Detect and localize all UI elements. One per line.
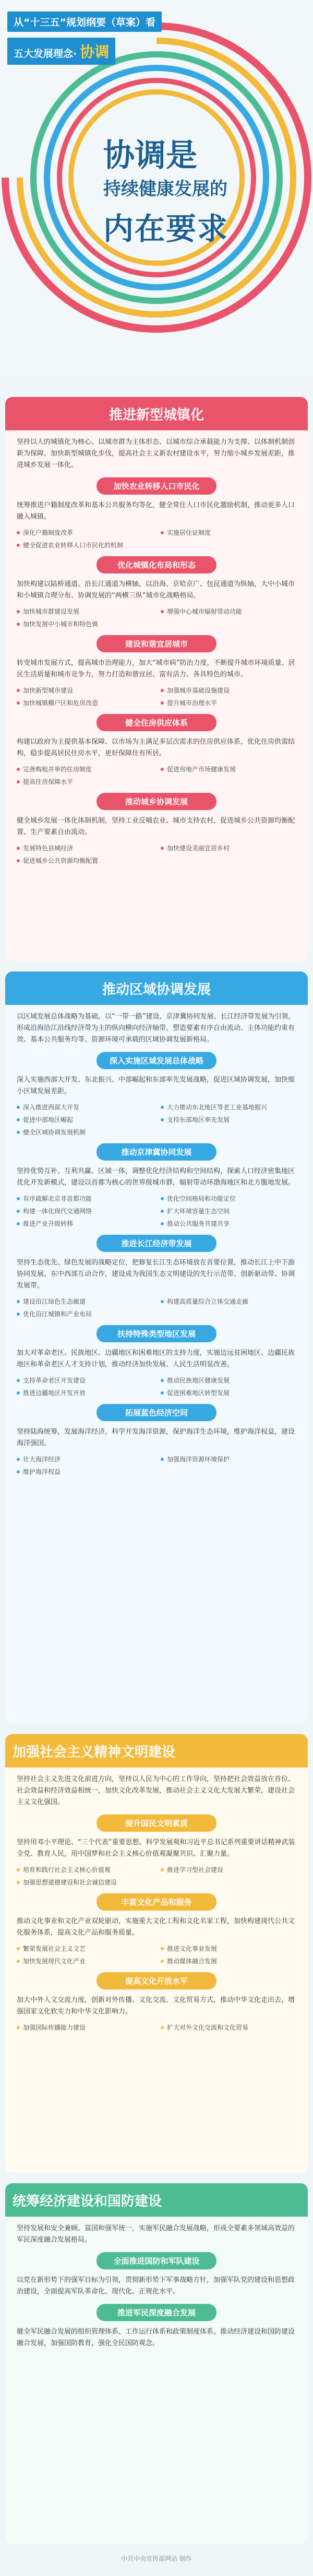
section-title: 加强社会主义精神文明建设 [5,1734,308,1767]
bullet-list [17,1944,296,1966]
section-title: 推进新型城镇化 [5,397,308,430]
bullet-item: 加强海洋资源环境保护 [161,1455,296,1464]
subsection-heading: 推动京津冀协同发展 [97,1143,216,1161]
bullet-item: 推进边疆地区开发开放 [17,1388,152,1398]
bullet-list [17,686,296,708]
section-card [5,971,308,1724]
section-intro: 以区域发展总体战略为基础，以“一带一路”建设、京津冀协同发展、长江经济带发展为引领，形成沿海沿江沿线经济带为主的纵向横向经济轴带，塑造要素有序自由流动、主体功能约束有效、基本公共服务均等、资源环境可承载的区域协调发展新格局。 [17,1013,295,1044]
bullet-item: 实施居住证制度 [161,528,296,537]
section-title: 推动区域协调发展 [5,971,308,1005]
hero-line-3: 内在要求 [103,211,229,247]
bullet-item: 构建高质量综合立体交通走廊 [161,1297,296,1306]
bullet-item: 深入推进西部大开发 [17,1103,152,1112]
bullet-item: 加快新型城市建设 [17,686,152,695]
subsection-heading: 推进军民深度融合发展 [97,2304,216,2321]
bullet-list [17,607,296,629]
subsection-heading: 优化城镇化布局和形态 [97,556,216,573]
bullet-item: 支持革命老区开发建设 [17,1376,152,1385]
subsection-text: 坚持优势互补、互利共赢、区域一体，调整优化经济结构和空间结构，探索人口经济密集地区优化开发新模式，建设以首都为核心的世界级城市群，辐射带动环渤海地区和北方腹地发展。 [17,1167,295,1187]
bullet-item: 深化户籍制度改革 [17,528,152,537]
section-body [5,1005,308,1491]
bullet-item: 推进产业升级转移 [17,1219,152,1228]
bullet-item: 健全促进农业转移人口市民化的机制 [17,541,152,550]
bullet-item: 推动民族地区健康发展 [161,1376,296,1385]
hero-line-1: 协调是 [103,137,197,174]
section-intro: 坚持以人的城镇化为核心、以城市群为主体形态、以城市综合承载能力为支撑、以体制机制创新为保障，加快新型城镇化步伐，提高社会主义新农村建设水平，努力缩小城乡发展差距，推进城乡发展一体化。 [17,438,295,469]
bullet-item: 推进学习型社会建设 [161,1865,296,1875]
bullet-item: 加强城市基础设施建设 [161,686,296,695]
bullet-item: 完善购租并举的住房制度 [17,765,152,774]
theme-highlight: 协调 [80,43,110,61]
section-intro: 坚持发展和安全兼顾、富国和强军统一，实施军民融合发展战略，形成全要素多领域高效益的军民深度融合发展格局。 [17,2224,295,2244]
section-intro: 坚持社会主义先进文化前进方向，坚持以人民为中心的工作导向，坚持把社会效益放在首位、社会效益和经济效益相统一，加快文化改革发展，推动社会主义文化大发展大繁荣，建设社会主义文化强国。 [17,1775,295,1806]
header [0,0,313,376]
bullet-item: 壮大海洋经济 [17,1455,152,1464]
section-card [5,1734,308,2173]
section-body [5,1767,308,2047]
subsection-heading: 推动城乡协调发展 [97,793,216,810]
bullet-item: 促进城乡公共资源均衡配置 [17,856,152,865]
bullet-item: 繁荣发展社会主义文艺 [17,1944,152,1953]
hero-title [103,137,291,248]
bullet-item: 提升城市治理水平 [161,698,296,708]
subsection-text: 深入实施西部大开发、东北振兴、中部崛起和东部率先发展战略，促进区域协调发展，加快缩小区域发展差距。 [17,1076,295,1095]
subsection-heading: 建设和谐宜居城市 [97,635,216,652]
bullet-item: 加强国际传播能力建设 [17,2023,152,2032]
bullet-item: 加快发展现代文化产业 [17,1957,152,1966]
section-title: 统筹经济建设和国防建设 [5,2183,308,2217]
bullet-item: 优化沿江城镇和产业布局 [17,1309,152,1319]
bullet-item: 维护海洋权益 [17,1467,152,1477]
section-card [5,2183,308,2544]
bullet-item: 推动公共服务共建共享 [161,1219,296,1228]
bullet-item: 扩大对外文化交流和文化贸易 [161,2023,296,2032]
bullet-item: 加快城镇棚户区和危房改造 [17,698,152,708]
bullet-item: 促进中部地区崛起 [17,1115,152,1125]
bullet-list [17,1865,296,1887]
subsection-heading: 提升国民文明素质 [97,1814,216,1832]
subsection-text: 统筹推进户籍制度改革和基本公共服务均等化，健全常住人口市民化激励机制，推动更多人口融入城镇。 [17,501,295,521]
bullet-item: 提高住房保障水平 [17,777,152,787]
subsection-heading: 加快农业转移人口市民化 [97,477,216,495]
subsection-text: 健全城乡发展一体化体制机制，坚持工业反哺农业、城市支持农村，促进城乡公共资源均衡配置、生产要素自由流动。 [17,817,295,836]
subsection-heading: 推进长江经济带发展 [97,1235,216,1252]
subsection-heading: 扶持特殊类型地区发展 [97,1325,216,1342]
subsection-text: 加大对革命老区、民族地区、边疆地区和困难地区的支持力度，实施边远贫困地区、边疆民族地区和革命老区人才支持计划，推动经济加快发展、人民生活明显改善。 [17,1349,295,1368]
subsection-heading: 深入实施区域发展总体战略 [97,1052,216,1069]
bullet-list [17,1194,296,1228]
subsection-heading: 健全住房供应体系 [97,714,216,731]
section-body [5,430,308,880]
bullet-item: 促进房地产市场健康发展 [161,765,296,774]
subsection-text: 坚持用邓小平理论、“三个代表”重要思想、科学发展观和习近平总书记系列重要讲话精神武装全党、教育人民，用中国梦和社会主义核心价值观凝聚共识、汇聚力量。 [17,1839,295,1858]
subsection-text: 推动文化事业和文化产业双轮驱动，实施重大文化工程和文化名家工程，加快构建现代公共文化服务体系，提高文化产品和服务质量。 [17,1917,295,1937]
bullet-item: 构建一体化现代交通网络 [17,1207,152,1216]
subsection-text: 加快构建以陆桥通道、沿长江通道为横轴，以沿海、京哈京广、包昆通道为纵轴，大中小城市和小城镇合理分布、协调发展的“两横三纵”城市化战略格局。 [17,580,295,600]
bullet-item: 加强思想道德建设和社会诚信建设 [17,1878,152,1887]
bullet-item: 促进困难地区转型发展 [161,1388,296,1398]
subtitle-tag: 从“十三五”规划纲要（草案）看 [7,11,162,32]
bullet-item: 加快建设美丽宜居乡村 [161,844,296,853]
subsection-heading: 丰富文化产品和服务 [97,1893,216,1911]
bullet-item: 支持东部地区率先发展 [161,1115,296,1125]
subsection-text: 转变城市发展方式，提高城市治理能力，加大“城市病”防治力度，不断提升城市环境质量、居民生活质量和城市竞争力，努力打造和谐宜居、富有活力、各具特色的城市。 [17,659,295,678]
bullet-list [17,844,296,865]
subsection-heading: 拓展蓝色经济空间 [97,1404,216,1421]
bullet-list [17,765,296,787]
subsection-text: 构建以政府为主提供基本保障、以市场为主满足多层次需求的住房供应体系，优化住房供需结构，稳步提高居民住房水平，更好保障住有所居。 [17,738,295,757]
footer-credit: 中共中央宣传部网站 制作 [121,2555,192,2562]
bullet-item: 培育和践行社会主义核心价值观 [17,1865,152,1875]
bullet-item: 扩大环境容量生态空间 [161,1207,296,1216]
subsection-text: 加大中外人文交流力度，创新对外传播、文化交流、文化贸易方式，推动中华文化走出去，增强国家文化软实力和中华文化影响力。 [17,1996,295,2016]
bullet-item: 推进文化事业发展 [161,1944,296,1953]
bullet-item: 加快发展中小城市和特色镇 [17,619,152,629]
subsection-heading: 全面推进国防和军队建设 [97,2252,216,2269]
bullet-list [17,1297,296,1319]
subsection-text: 坚持生态优先、绿色发展的战略定位，把修复长江生态环境放在首要位置，推动长江上中下游协同发展、东中西部互动合作，建设成为我国生态文明建设的先行示范带、创新驱动带、协调发展带。 [17,1259,295,1290]
section-card [5,397,308,961]
bullet-item: 健全区域协调发展机制 [17,1128,152,1137]
bullet-item: 优化空间格局和功能定位 [161,1194,296,1203]
bullet-item: 推动媒体融合发展 [161,1957,296,1966]
bullet-item: 大力推动东北地区等老工业基地振兴 [161,1103,296,1112]
subsection-text: 坚持陆海统筹，发展海洋经济，科学开发海洋资源，保护海洋生态环境，维护海洋权益，建设海洋强国。 [17,1428,295,1447]
section-body [5,2217,308,2363]
bullet-item: 增强中心城市辐射带动功能 [161,607,296,616]
bullet-item: 有序疏解北京非首都功能 [17,1194,152,1203]
bullet-list [17,528,296,550]
bullet-list [17,1455,296,1477]
bullet-list [17,1376,296,1398]
subsection-text: 健全军民融合发展的组织管理体系、工作运行体系和政策制度体系。推动经济建设和国防建设融合发展，加强国防教育，强化全民国防观念。 [17,2328,295,2347]
bullet-list [17,2023,296,2032]
subsection-text: 以党在新形势下的强军目标为引领，贯彻新形势下军事战略方针，加强军队党的建设和思想政治建设，全面提高军队革命化、现代化、正规化水平。 [17,2276,295,2296]
subsection-heading: 提高文化开放水平 [97,1972,216,1989]
theme-prefix: 五大发展理念· [14,48,77,60]
hero-line-2: 持续健康发展的 [103,179,227,200]
bullet-item: 加快城市群建设发展 [17,607,152,616]
theme-tag [7,38,115,65]
bullet-item: 建设沿江绿色生态廊道 [17,1297,152,1306]
bullet-list [17,1103,296,1137]
bullet-item: 发展特色县域经济 [17,844,152,853]
